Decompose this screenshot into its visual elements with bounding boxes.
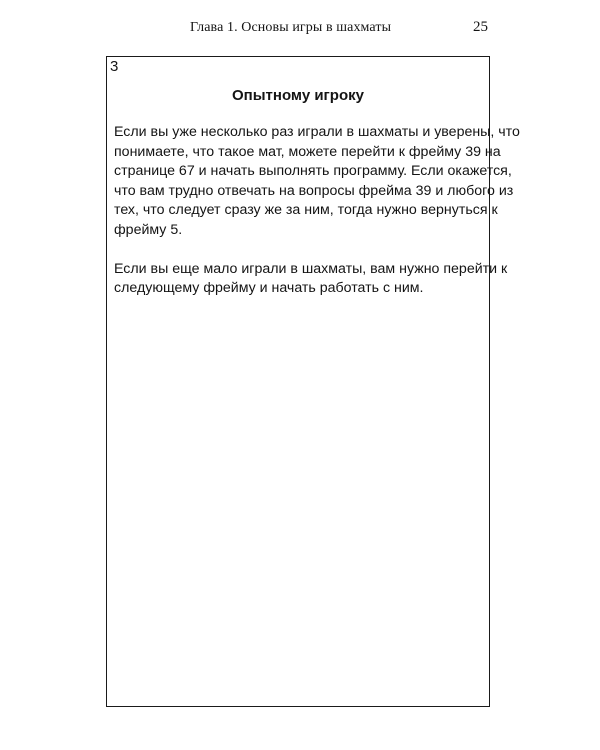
paragraph-1-line-1: Если вы уже несколько раз играли в шахматы и уверены, что [114, 124, 520, 140]
paragraph-2-line-1: Если вы еще мало играли в шахматы, вам нужно перейти к [114, 260, 508, 277]
frame-number: 3 [110, 58, 119, 75]
page-number: 25 [473, 19, 488, 35]
paragraph-1-line-2: понимаете, что такое мат, можете перейти к фрейму 39 на [114, 143, 501, 160]
paragraph-1-line-3: странице 67 и начать выполнять программу. Если окажется, [114, 163, 512, 179]
paragraph-1-line-5: тех, что следует сразу же за ним, тогда нужно вернуться к [114, 202, 498, 218]
running-head: Глава 1. Основы игры в шахматы [190, 20, 392, 35]
frame-box [106, 56, 520, 707]
paragraph-2-line-2: следующему фрейму и начать работать с ним. [114, 280, 424, 296]
paragraph-1 [114, 123, 520, 240]
frame-title: Опытному игроку [232, 87, 364, 104]
paragraph-2 [114, 260, 508, 299]
paragraph-1-line-6: фрейму 5. [114, 221, 183, 238]
frame-body [114, 123, 520, 299]
paragraph-1-line-4: что вам трудно отвечать на вопросы фрейма 39 и любого из [114, 182, 514, 199]
